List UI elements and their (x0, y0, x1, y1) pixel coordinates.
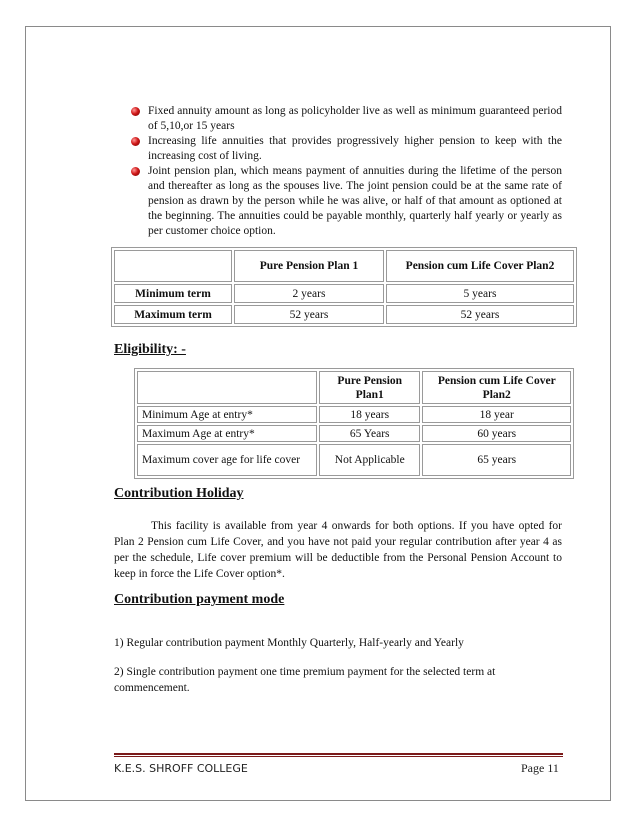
table-cell: 52 years (234, 305, 384, 324)
table-header-cell (137, 371, 317, 404)
table-header-cell (114, 250, 232, 282)
list-item-text: Increasing life annuities that provides progressively higher pension to keep with the increasing cost of living. (148, 135, 562, 162)
bullet-icon (131, 107, 140, 116)
payment-mode-heading: Contribution payment mode (114, 592, 285, 607)
table-cell: 18 years (319, 406, 420, 423)
table-header-cell: Pure Pension Plan 1 (234, 250, 384, 282)
table-cell: Not Applicable (319, 444, 420, 476)
contribution-holiday-paragraph (114, 518, 562, 582)
list-item-text: Fixed annuity amount as long as policyholder live as well as minimum guaranteed period of 5,10,or 15 years (148, 105, 562, 132)
table-header-cell: Pure Pension Plan1 (319, 371, 420, 404)
table-cell: 2 years (234, 284, 384, 303)
table-row-label: Maximum term (114, 305, 232, 324)
table-row-label: Maximum Age at entry* (137, 425, 317, 442)
table-row (114, 284, 574, 303)
list-item (128, 104, 562, 134)
table-row (137, 444, 571, 476)
table-header-row (137, 371, 571, 404)
table-row (114, 305, 574, 324)
payment-mode-item-2: 2) Single contribution payment one time premium payment for the selected term at commencement. (114, 666, 496, 694)
table-cell: 60 years (422, 425, 571, 442)
table-cell: 5 years (386, 284, 574, 303)
contribution-holiday-heading: Contribution Holiday (114, 486, 244, 501)
table-cell: 18 year (422, 406, 571, 423)
term-table (111, 247, 577, 327)
footer-page-number: Page 11 (521, 761, 559, 775)
table-row (137, 425, 571, 442)
footer-divider (114, 753, 563, 757)
table-header-cell: Pension cum Life Cover Plan2 (422, 371, 571, 404)
table-header-cell: Pension cum Life Cover Plan2 (386, 250, 574, 282)
footer-college-name: K.E.S. SHROFF COLLEGE (114, 762, 248, 775)
contribution-holiday-text: This facility is available from year 4 onwards for both options. If you have opted for Plan 2 Pension cum Life Cover, and you have not paid your regular contribution after year 4 as per the schedule, Life cover premium will be deductible from the Personal Pension Account to keep in force the Life Cover option*. (114, 520, 562, 580)
table-cell: 65 Years (319, 425, 420, 442)
table-cell: 52 years (386, 305, 574, 324)
list-item (128, 164, 562, 239)
list-item (128, 134, 562, 164)
eligibility-heading: Eligibility: - (114, 342, 186, 357)
table-cell: 65 years (422, 444, 571, 476)
table-row-label: Minimum Age at entry* (137, 406, 317, 423)
payment-mode-item-1: 1) Regular contribution payment Monthly Quarterly, Half-yearly and Yearly (114, 637, 464, 649)
table-row (137, 406, 571, 423)
bullet-icon (131, 167, 140, 176)
annuity-options-list (128, 104, 562, 239)
table-header-row (114, 250, 574, 282)
table-row-label: Minimum term (114, 284, 232, 303)
list-item-text: Joint pension plan, which means payment of annuities during the lifetime of the person and thereafter as long as the spouses live. The joint pension could be at the same rate of pension as drawn by the person while he was alive, or half of that amount as optioned at the beginning. The annuities could be payable monthly, quarterly half yearly or yearly as per customer choice option. (148, 165, 562, 237)
bullet-icon (131, 137, 140, 146)
eligibility-table (134, 368, 574, 479)
table-row-label: Maximum cover age for life cover (137, 444, 317, 476)
